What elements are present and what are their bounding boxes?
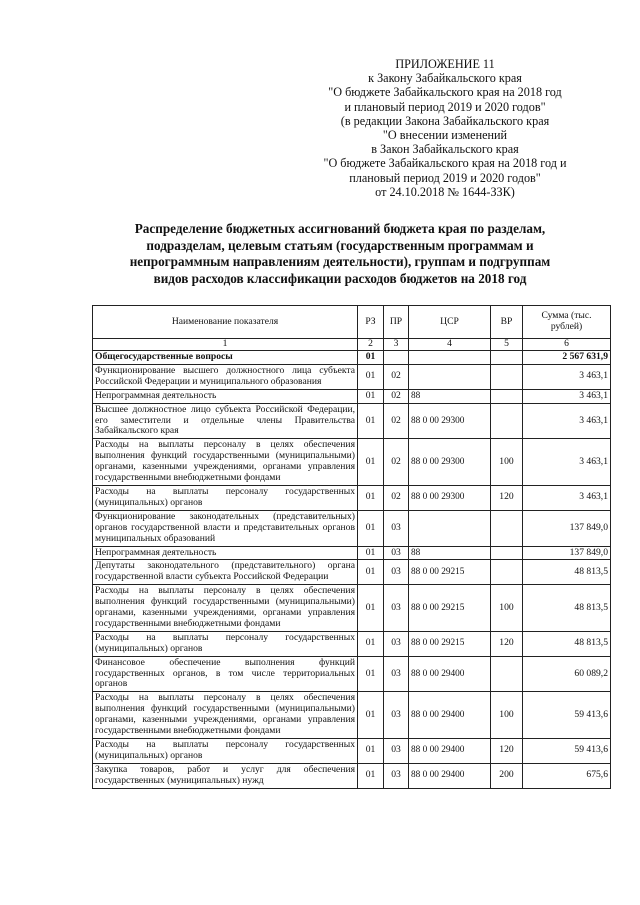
title-line: видов расходов классификации расходов бюджетов на 2018 год	[153, 270, 527, 286]
row-rz-cell: 01	[358, 763, 384, 788]
row-vr-cell: 120	[491, 485, 523, 510]
table-row	[93, 692, 611, 739]
title-line: Распределение бюджетных ассигнований бюджета края по разделам,	[134, 221, 546, 236]
row-name-cell: Расходы на выплаты персоналу государственных (муниципальных) органов	[93, 485, 358, 510]
row-sum-cell: 2 567 631,9	[523, 351, 611, 365]
row-vr-cell: 120	[491, 739, 523, 764]
row-name-cell: Высшее должностное лицо субъекта Российской Федерации, его заместители и отдельные члены Правительства Забайкальского края	[93, 403, 358, 439]
header-pr: ПР	[384, 306, 409, 339]
title-line: непрограммным направлениям деятельности), группам и подгруппам	[129, 254, 551, 269]
row-name-cell: Расходы на выплаты персоналу государственных (муниципальных) органов	[93, 739, 358, 764]
header-line: "О бюджете Забайкальского края на 2018 год	[328, 85, 562, 100]
row-pr-cell: 02	[384, 389, 409, 403]
row-name-cell: Финансовое обеспечение выполнения функций государственных органов, в том числе территориальных органов	[93, 656, 358, 692]
header-vr: ВР	[491, 306, 523, 339]
header-name: Наименование показателя	[93, 306, 358, 339]
header-line: и плановый период 2019 и 2020 годов"	[344, 99, 546, 114]
row-rz-cell: 01	[358, 351, 384, 365]
header-csr: ЦСР	[409, 306, 491, 339]
row-vr-cell: 100	[491, 692, 523, 739]
row-name-cell: Расходы на выплаты персоналу в целях обеспечения выполнения функций государственными (муниципальными) органами, казенными учреждениями, органами управления государственными внебюджетными фондами	[93, 439, 358, 486]
column-number: 2	[358, 339, 384, 351]
row-pr-cell: 02	[384, 364, 409, 389]
row-vr-cell: 200	[491, 763, 523, 788]
table-header-row	[93, 306, 611, 339]
row-name-cell: Депутаты законодательного (представительного) органа государственной власти субъекта Российской Федерации	[93, 560, 358, 585]
row-csr-cell: 88 0 00 29215	[409, 560, 491, 585]
header-sum: Сумма (тыс. рублей)	[523, 306, 611, 339]
column-number-row	[93, 339, 611, 351]
row-pr-cell: 03	[384, 692, 409, 739]
row-pr-cell: 02	[384, 485, 409, 510]
row-rz-cell: 01	[358, 656, 384, 692]
column-number: 6	[523, 339, 611, 351]
header-line: "О внесении изменений	[382, 128, 508, 143]
table-row	[93, 510, 611, 546]
header-line: от 24.10.2018 № 1644-ЗЗК)	[375, 184, 515, 199]
table-row	[93, 364, 611, 389]
row-name-cell: Непрограммная деятельность	[93, 546, 358, 560]
row-vr-cell	[491, 560, 523, 585]
row-rz-cell: 01	[358, 560, 384, 585]
row-vr-cell: 100	[491, 439, 523, 486]
row-csr-cell: 88 0 00 29300	[409, 403, 491, 439]
header-line: ПРИЛОЖЕНИЕ 11	[395, 57, 495, 71]
table-row	[93, 546, 611, 560]
row-csr-cell: 88 0 00 29215	[409, 631, 491, 656]
row-csr-cell: 88 0 00 29400	[409, 656, 491, 692]
table-row	[93, 485, 611, 510]
column-number: 1	[93, 339, 358, 351]
row-csr-cell: 88	[409, 389, 491, 403]
row-sum-cell: 59 413,6	[523, 739, 611, 764]
row-sum-cell: 137 849,0	[523, 546, 611, 560]
table-row	[93, 389, 611, 403]
appendix-header	[300, 57, 590, 199]
budget-table	[92, 305, 611, 789]
row-vr-cell	[491, 351, 523, 365]
row-rz-cell: 01	[358, 510, 384, 546]
row-sum-cell: 48 813,5	[523, 585, 611, 632]
row-name-cell: Общегосударственные вопросы	[93, 351, 358, 365]
row-rz-cell: 01	[358, 403, 384, 439]
document-title	[70, 221, 610, 287]
row-sum-cell: 48 813,5	[523, 631, 611, 656]
row-name-cell: Расходы на выплаты персоналу государственных (муниципальных) органов	[93, 631, 358, 656]
row-pr-cell: 03	[384, 546, 409, 560]
row-csr-cell: 88 0 00 29300	[409, 439, 491, 486]
row-vr-cell	[491, 389, 523, 403]
header-line: к Закону Забайкальского края	[368, 71, 522, 86]
row-vr-cell	[491, 510, 523, 546]
row-rz-cell: 01	[358, 585, 384, 632]
row-sum-cell: 59 413,6	[523, 692, 611, 739]
row-rz-cell: 01	[358, 546, 384, 560]
row-vr-cell: 120	[491, 631, 523, 656]
row-csr-cell: 88 0 00 29300	[409, 485, 491, 510]
column-number: 5	[491, 339, 523, 351]
row-sum-cell: 3 463,1	[523, 364, 611, 389]
row-name-cell: Непрограммная деятельность	[93, 389, 358, 403]
row-vr-cell: 100	[491, 585, 523, 632]
table-row	[93, 560, 611, 585]
header-line: в Закон Забайкальского края	[371, 142, 519, 157]
row-rz-cell: 01	[358, 739, 384, 764]
row-csr-cell: 88 0 00 29400	[409, 692, 491, 739]
table-row	[93, 631, 611, 656]
row-sum-cell: 3 463,1	[523, 389, 611, 403]
row-pr-cell: 03	[384, 763, 409, 788]
row-pr-cell: 02	[384, 403, 409, 439]
row-name-cell: Функционирование законодательных (представительных) органов государственной власти и представительных органов муниципальных образований	[93, 510, 358, 546]
row-rz-cell: 01	[358, 439, 384, 486]
row-vr-cell	[491, 546, 523, 560]
title-line: подразделам, целевым статьям (государственным программам и	[146, 237, 534, 253]
row-pr-cell: 03	[384, 560, 409, 585]
table-row	[93, 763, 611, 788]
row-csr-cell: 88	[409, 546, 491, 560]
row-pr-cell: 03	[384, 739, 409, 764]
header-line: "О бюджете Забайкальского края на 2018 год и	[323, 156, 567, 171]
row-pr-cell: 03	[384, 656, 409, 692]
row-csr-cell	[409, 364, 491, 389]
table-row	[93, 351, 611, 365]
row-csr-cell: 88 0 00 29400	[409, 739, 491, 764]
row-rz-cell: 01	[358, 485, 384, 510]
row-name-cell: Функционирование высшего должностного лица субъекта Российской Федерации и муниципального образования	[93, 364, 358, 389]
row-name-cell: Расходы на выплаты персоналу в целях обеспечения выполнения функций государственными (муниципальными) органами, казенными учреждениями, органами управления государственными внебюджетными фондами	[93, 585, 358, 632]
row-pr-cell: 03	[384, 585, 409, 632]
row-vr-cell	[491, 403, 523, 439]
row-sum-cell: 675,6	[523, 763, 611, 788]
row-sum-cell: 3 463,1	[523, 485, 611, 510]
row-sum-cell: 60 089,2	[523, 656, 611, 692]
row-rz-cell: 01	[358, 692, 384, 739]
row-pr-cell: 02	[384, 439, 409, 486]
row-pr-cell: 03	[384, 510, 409, 546]
table-row	[93, 439, 611, 486]
row-name-cell: Расходы на выплаты персоналу в целях обеспечения выполнения функций государственными (муниципальными) органами, казенными учреждениями, органами управления государственными внебюджетными фондами	[93, 692, 358, 739]
table-row	[93, 403, 611, 439]
row-pr-cell	[384, 351, 409, 365]
row-sum-cell: 48 813,5	[523, 560, 611, 585]
header-line: плановый период 2019 и 2020 годов"	[349, 170, 541, 185]
row-vr-cell	[491, 364, 523, 389]
row-sum-cell: 3 463,1	[523, 439, 611, 486]
row-rz-cell: 01	[358, 389, 384, 403]
row-csr-cell	[409, 510, 491, 546]
column-number: 4	[409, 339, 491, 351]
table-row	[93, 585, 611, 632]
header-line: (в редакции Закона Забайкальского края	[340, 113, 550, 128]
table-row	[93, 739, 611, 764]
row-sum-cell: 3 463,1	[523, 403, 611, 439]
row-csr-cell: 88 0 00 29215	[409, 585, 491, 632]
row-vr-cell	[491, 656, 523, 692]
row-rz-cell: 01	[358, 364, 384, 389]
row-csr-cell	[409, 351, 491, 365]
row-sum-cell: 137 849,0	[523, 510, 611, 546]
row-pr-cell: 03	[384, 631, 409, 656]
row-name-cell: Закупка товаров, работ и услуг для обеспечения государственных (муниципальных) нужд	[93, 763, 358, 788]
table-row	[93, 656, 611, 692]
column-number: 3	[384, 339, 409, 351]
row-csr-cell: 88 0 00 29400	[409, 763, 491, 788]
row-rz-cell: 01	[358, 631, 384, 656]
table-body	[93, 351, 611, 789]
header-rz: РЗ	[358, 306, 384, 339]
